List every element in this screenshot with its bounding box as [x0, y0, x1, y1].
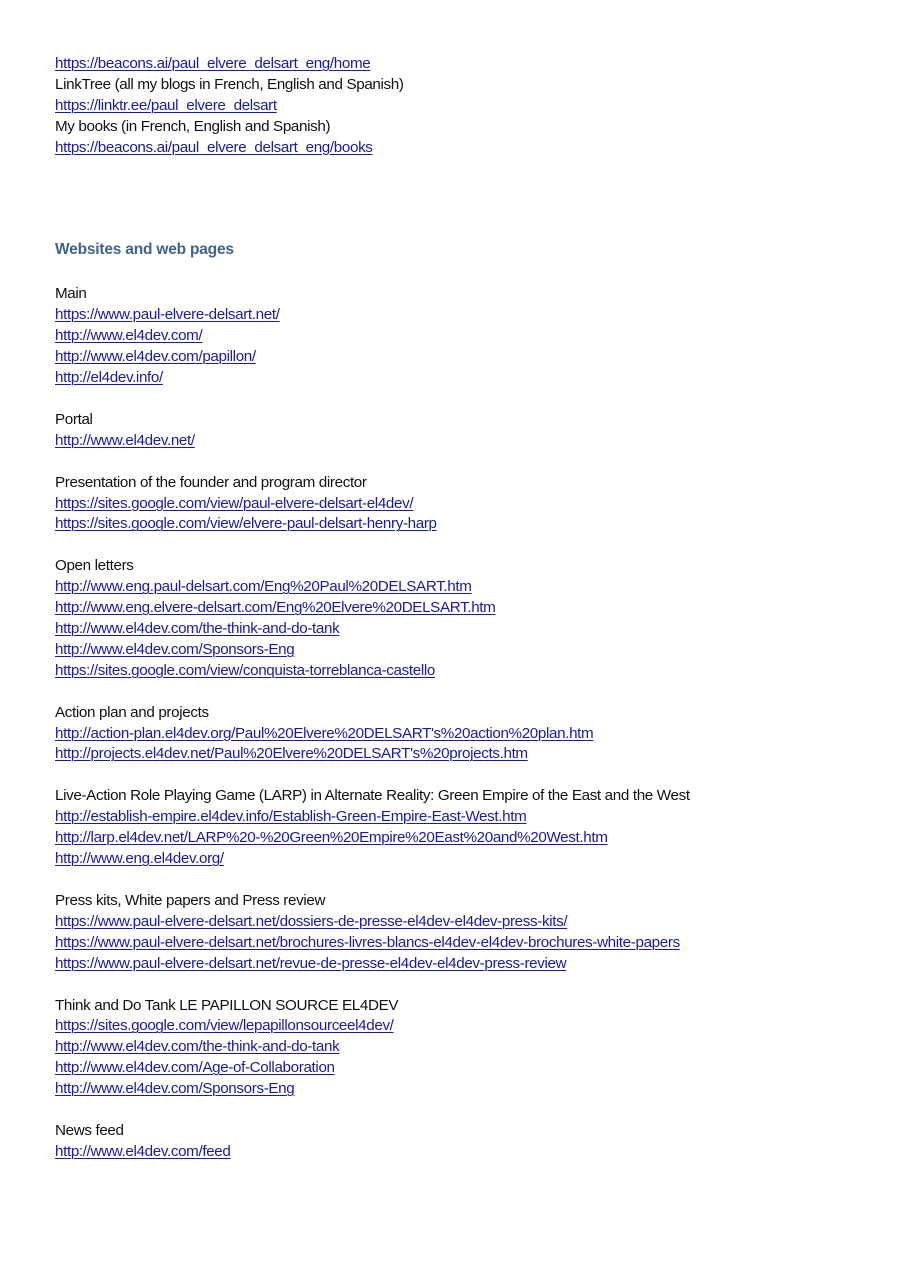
- group-link[interactable]: https://sites.google.com/view/lepapillonsourceel4dev/: [55, 1017, 394, 1035]
- group-link[interactable]: http://action-plan.el4dev.org/Paul%20Elvere%20DELSART's%20action%20plan.htm: [55, 724, 594, 742]
- group-link[interactable]: http://www.el4dev.com/Age-of-Collaboration: [55, 1059, 335, 1077]
- linktree-link[interactable]: https://linktr.ee/paul_elvere_delsart: [55, 96, 277, 114]
- group-link[interactable]: http://www.el4dev.com/: [55, 327, 203, 345]
- group-link[interactable]: http://establish-empire.el4dev.info/Establish-Green-Empire-East-West.htm: [55, 808, 527, 826]
- group-link[interactable]: https://sites.google.com/view/conquista-torreblanca-castello: [55, 661, 435, 679]
- group-link[interactable]: http://www.eng.elvere-delsart.com/Eng%20Elvere%20DELSART.htm: [55, 599, 496, 617]
- group-link[interactable]: http://www.eng.el4dev.org/: [55, 850, 224, 868]
- group-title: Think and Do Tank LE PAPILLON SOURCE EL4DEV: [55, 996, 399, 1014]
- group-news-feed: [55, 1121, 885, 1163]
- intro-block: [55, 54, 885, 158]
- beacons-books-link[interactable]: https://beacons.ai/paul_elvere_delsart_eng/books: [55, 138, 373, 156]
- group-link[interactable]: http://www.el4dev.net/: [55, 431, 195, 449]
- beacons-home-link[interactable]: https://beacons.ai/paul_elvere_delsart_eng/home: [55, 55, 371, 72]
- linktree-label: LinkTree (all my blogs in French, English and Spanish): [55, 75, 404, 93]
- group-link[interactable]: https://www.paul-elvere-delsart.net/brochures-livres-blancs-el4dev-el4dev-brochures-white-papers: [55, 933, 680, 951]
- group-title: News feed: [55, 1121, 124, 1139]
- group-main: [55, 284, 885, 388]
- group-link[interactable]: http://larp.el4dev.net/LARP%20-%20Green%20Empire%20East%20and%20West.htm: [55, 829, 608, 847]
- group-link[interactable]: http://www.eng.paul-delsart.com/Eng%20Paul%20DELSART.htm: [55, 578, 472, 596]
- document-page: [55, 54, 885, 1163]
- section-heading: Websites and web pages: [55, 241, 234, 259]
- group-founder-presentation: [55, 473, 885, 536]
- group-title: Live-Action Role Playing Game (LARP) in Alternate Reality: Green Empire of the East and the West: [55, 787, 690, 805]
- group-link[interactable]: https://sites.google.com/view/elvere-paul-delsart-henry-harp: [55, 515, 437, 533]
- group-link[interactable]: http://www.el4dev.com/the-think-and-do-tank: [55, 1038, 340, 1056]
- group-link[interactable]: http://www.el4dev.com/the-think-and-do-tank: [55, 620, 340, 638]
- group-open-letters: [55, 556, 885, 681]
- group-title: Main: [55, 285, 87, 303]
- group-link[interactable]: http://www.el4dev.com/Sponsors-Eng: [55, 640, 295, 658]
- group-link[interactable]: http://projects.el4dev.net/Paul%20Elvere%20DELSART's%20projects.htm: [55, 745, 528, 763]
- group-link[interactable]: https://www.paul-elvere-delsart.net/: [55, 306, 280, 324]
- group-link[interactable]: https://www.paul-elvere-delsart.net/revue-de-presse-el4dev-el4dev-press-review: [55, 954, 567, 972]
- group-link[interactable]: http://www.el4dev.com/papillon/: [55, 348, 256, 366]
- group-title: Action plan and projects: [55, 703, 209, 721]
- group-link[interactable]: https://www.paul-elvere-delsart.net/dossiers-de-presse-el4dev-el4dev-press-kits/: [55, 912, 568, 930]
- group-think-and-do-tank: [55, 996, 885, 1100]
- books-label: My books (in French, English and Spanish): [55, 117, 331, 135]
- group-larp: [55, 786, 885, 870]
- group-title: Portal: [55, 410, 93, 428]
- group-title: Presentation of the founder and program director: [55, 473, 367, 491]
- group-press: [55, 891, 885, 975]
- group-link[interactable]: https://sites.google.com/view/paul-elvere-delsart-el4dev/: [55, 494, 414, 512]
- group-link[interactable]: http://www.el4dev.com/feed: [55, 1142, 231, 1160]
- group-title: Open letters: [55, 557, 134, 575]
- group-title: Press kits, White papers and Press review: [55, 891, 326, 909]
- group-link[interactable]: http://el4dev.info/: [55, 369, 163, 387]
- group-portal: [55, 410, 885, 452]
- group-action-plan: [55, 703, 885, 766]
- group-link[interactable]: http://www.el4dev.com/Sponsors-Eng: [55, 1080, 295, 1098]
